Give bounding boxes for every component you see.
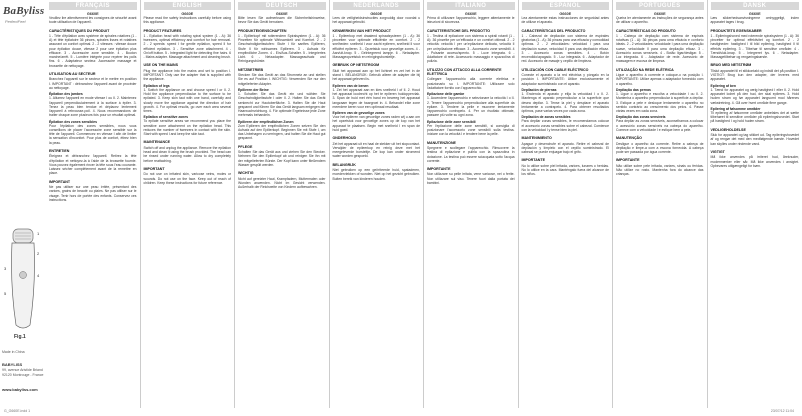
section-heading: CARACTÉRISTIQUES DU PRODUIT xyxy=(49,28,110,33)
section-text: No lo utilice sobre piel irritada, varices, lunares o heridas. No lo utilice en la cara. Manténgalo fuera del alcance de los niños. xyxy=(521,163,609,177)
section-heading: IMPORTANT xyxy=(49,179,71,184)
epilator-body xyxy=(12,243,35,328)
section-text: Plug the appliance into the mains and set to position I. IMPORTANT: Only use the adapter that is supplied with the appliance. xyxy=(143,68,231,82)
section-text: Zet het apparaat uit en haal de stekker uit het stopcontact. Verwijder de epileerkop en reinig deze met het meegeleverde borsteltje. De kop kan onder stromend water worden gespoeld. xyxy=(332,141,420,159)
column-dutch xyxy=(330,0,425,408)
callout-number: 4 xyxy=(37,273,40,278)
callout-number: 3 xyxy=(4,266,7,271)
section-text: 1 - Testina di epilazione con sistema a spirali rotanti (1 - A): 36 pinzette per un'efficacia e un comfort ottimali. 2 - 2 velocità: velocità I per un'epilazione delicata, velocità II per un'epilazione efficace. 3 - Accessorio zone sensibili. 4 - Pulsante acceso/spento. 5 - Luce integrata. 6 - Adattatore di rete. Accessorio massaggio e spazzolina di pulizia. xyxy=(427,33,515,64)
section-heading: VIGTIGT xyxy=(710,149,725,154)
epilator-illustration xyxy=(2,225,44,335)
intro-text: Veuillez lire attentivement les consignes de sécurité avant toute utilisation de l'appareil. xyxy=(49,16,137,25)
subsection-heading: Epilering af følsomme områder xyxy=(710,106,761,111)
subsection-heading: Epilazione delle zone sensibili xyxy=(427,119,476,124)
model-number: G660E xyxy=(86,12,99,16)
section-heading: USE ON THE MAINS xyxy=(143,63,179,68)
section-text: Switch off and unplug the appliance. Remove the epilation head and clean it using the brush provided. The head can be rinsed under running water. Allow to dry completely before reattaching. xyxy=(143,145,231,163)
model-number: G660E xyxy=(464,12,477,16)
section-text: To epilate sensitive areas we recommend you place the sensitive zone attachment on the epilation head. This reduces the number of tweezers in contact with the skin. Start with speed I and keep the skin taut. xyxy=(143,119,231,137)
section-heading: CARATTERISTICHE DEL PRODOTTO xyxy=(427,28,491,33)
section-heading: GEBRUIK OP NETSTROOM xyxy=(332,63,380,68)
language-header: DEUTSCH xyxy=(238,2,326,10)
section-text: 1. Zet het apparaat aan en kies snelheid I of II. 2. Houd het apparaat loodrecht op het te epileren huidoppervlak. 3. Span de huid met één hand en beweeg het apparaat langzaam tegen de haargroei in. 4. Behandel elke zone meerdere keren voor een optimaal resultaat. xyxy=(332,87,420,109)
subsection-heading: Epilation of legs xyxy=(143,83,170,88)
section-text: Collegare l'apparecchio alla corrente elettrica e posizionarlo su I. IMPORTANTE: Utilizzare solo l'adattatore fornito con l'apparecchio. xyxy=(427,77,515,90)
section-heading: MANUTENÇÃO xyxy=(616,136,642,141)
subsection-heading: Depilação das zonas sensíveis xyxy=(616,115,666,120)
section-text: 1 - Epilation head with rotating spiral system (1 - A): 36 tweezers, optimal efficiency and comfort for hair removal. 2 - 2 speeds: speed I for gentle epilation, speed II for efficient epilation. 3 - Sensitive zone attachment. 4 - On/off button. 5 - Integrated light for detecting fine hairs. 6 - Mains adapter. Massage attachment and cleaning brush. xyxy=(143,33,231,60)
section-text: 1 - Cabezal de depilación con sistema de espirales giratorias (1 - A): 36 pinzas para una eficacia y comodidad óptimas. 2 - 2 velocidades: velocidad I para una depilación suave, velocidad II para una depilación eficaz. 3 - Accesorio zonas sensibles. 4 - Botón encendido/apagado. 5 - Luz integrada. 6 - Adaptador de red. Accesorio de masaje y cepillo de limpieza. xyxy=(521,33,609,64)
section-text: 1 - Epileringshoved med roterende spiralsystem (1 - A): 36 pincetter for optimal effektivitet og komfort. 2 - 2 hastigheder: hastighed I til blid epilering, hastighed II til effektiv epilering. 3 - Tilbehør til sensitive områder. 4 - Tænd/sluk-knap. 5 - Integreret lys. 6 - Netadapter. Massagetilbehør og rengøringsbørste. xyxy=(710,33,799,60)
section-heading: NETZBETRIEB xyxy=(238,67,264,72)
model-number: G660E xyxy=(559,12,572,16)
section-text: Nicht auf gereizter Haut, Krampfadern, Muttermalen oder Wunden anwenden. Nicht im Gesicht verwenden. Außerhalb der Reichweite von Kindern aufbewahren. xyxy=(238,176,326,190)
intro-text: Læs sikkerhedsanvisningerne omhyggeligt, inden apparatet tages i brug. xyxy=(710,16,799,25)
section-text: 1. Ligue o aparelho e escolha a velocidade I ou II. 2. Mantenha o aparelho perpendicular à superfície a depilar. 3. Estique a pele e desloque lentamente o aparelho no sentido contrário ao crescimento dos pelos. 4. Passe várias vezes em cada zona. xyxy=(616,92,704,114)
section-heading: CARACTERÍSTICAS DO PRODUTO xyxy=(616,28,676,33)
section-heading: MANUTENZIONE xyxy=(427,140,456,145)
section-heading: MAINTENANCE xyxy=(143,140,171,145)
section-heading: CARACTERÍSTICAS DEL PRODUCTO xyxy=(521,28,586,33)
language-header: FRANÇAIS xyxy=(49,2,137,10)
product-line: PerfectFeel xyxy=(5,19,26,24)
section-text: Ne pas utiliser sur une peau irritée, présentant des varices, grains de beauté ou plaies. Ne pas utiliser sur le visage. Tenir hors de portée des enfants. Conservez ces instructions. xyxy=(49,185,137,202)
subsection-heading: Epileren van de gevoelige zones xyxy=(332,111,385,116)
figure-label: Fig.1 xyxy=(14,334,26,340)
column-french xyxy=(46,0,141,408)
callout-number: 5 xyxy=(4,291,7,296)
section-text: Må ikke anvendes på irriteret hud, åreknuder, modermærker eller sår. Må ikke anvendes i ansigtet. Opbevares utilgængeligt for børn. xyxy=(710,155,799,168)
section-text: Tilslut apparatet til et stikkontakt og indstil det på position I. VIGTIGT: Brug kun den adapter, der leveres med apparatet. xyxy=(710,68,799,82)
section-heading: VEDLIGEHOLDELSE xyxy=(710,127,746,132)
language-columns xyxy=(46,0,802,408)
section-text: Til epilering af følsomme områder anbefales det at sætte tilbehøret til sensitive områder på epileringshovedet. Start på hastighed I og hold huden stram. xyxy=(710,110,799,124)
section-text: 1 - Tête d'épilation avec système de spirales rotatives (1 - A) et tête épilatoire 36 pinces, spirales lisses et rotatives assurant un confort optimal. 2 - 2 vitesses : vitesse douce pour épilation douce, vitesse 2 pour une épilation plus efficace. 3 - Accessoire zone sensible. 4 - Bouton marche/arrêt. 5 - Lumière intégrée pour repérer les poils fins. 6 - Adaptateur secteur. Accessoire massage et brossette de nettoyage. xyxy=(49,33,137,68)
intro-text: Queira ler atentamente as instruções de segurança antes de utilizar o aparelho. xyxy=(616,16,704,25)
section-text: 1 - Cabeça de depilação com sistema de espirais rotativas (1 - A): 36 pinças para uma eficácia e conforto ideais. 2 - 2 velocidades: velocidade I para uma depilação suave, velocidade II para uma depilação eficaz. 3 - Acessório zonas sensíveis. 4 - Botão ligar/desligar. 5 - Luz integrada. 6 - Adaptador de rede. Acessório de massagem e escova de limpeza. xyxy=(616,33,704,64)
section-text: Apague y desenchufe el aparato. Retire el cabezal de depilación y límpielo con el cepillo suministrado. El cabezal se puede enjuagar bajo el grifo. xyxy=(521,141,609,155)
section-text: Desligue o aparelho da corrente. Retire a cabeça de depilação e limpe-a com a escova fornecida. A cabeça pode ser passada por água corrente. xyxy=(616,141,704,155)
section-text: 1. Accendere l'apparecchio e selezionare la velocità I o II. 2. Tenere l'apparecchio perpendicolare alla superficie da epilare. 3. Tendere la pelle e muovere lentamente l'apparecchio contropelo. 4. Per un risultato ottimale, passare più volte su ogni zona. xyxy=(427,96,515,118)
intro-text: Lees de veiligheidsinstructies zorgvuldig door voordat u het apparaat gebruikt. xyxy=(332,16,420,25)
subsection-heading: Epilieren der empfindlichen Zonen xyxy=(238,119,294,124)
column-italian xyxy=(424,0,519,408)
brand-logo: BaByliss xyxy=(3,5,45,17)
intro-text: Lea atentamente estas instrucciones de seguridad antes de utilizar el aparato. xyxy=(521,16,609,25)
section-text: Branchez l'appareil sur le secteur et le mettre en position I. IMPORTANT : débranchez l'appareil avant de procéder au nettoyage. xyxy=(49,77,137,90)
section-text: Non utilizzare su pelle irritata, vene varicose, nei o ferite. Non utilizzare sul viso. Tenere fuori dalla portata dei bambini. xyxy=(427,172,515,185)
section-text: Para depilar as zonas sensíveis, aconselhamos a colocar o acessório zonas sensíveis na cabeça do aparelho. Comece com a velocidade I e estique bem a pele. xyxy=(616,119,704,132)
column-german xyxy=(235,0,330,408)
section-text: Zum Epilieren der empfindlichen Zonen setzen Sie den Aufsatz auf den Epilierkopf. Beginnen Sie mit Stufe I, um das Unbehagen zu verringern, und halten Sie die Haut gut gespannt. xyxy=(238,123,326,141)
section-text: Éteignez et débranchez l'appareil. Retirez la tête d'épilation et nettoyez-la à l'aide de la brossette fournie. Vous pouvez également rincer la tête sous l'eau courante. Laissez sécher complètement avant de la remettre en place. xyxy=(49,154,137,176)
column-danish xyxy=(708,0,802,408)
language-header: NEDERLANDS xyxy=(333,2,421,10)
section-text: Voor het epileren van gevoelige zones raden wij u aan om het opzetstuk voor gevoelige zones op de kop van het apparaat te plaatsen. Begin met snelheid I en span de huid goed. xyxy=(332,115,420,132)
model-number: G660E xyxy=(275,12,288,16)
section-text: 1. Switch the appliance on and choose speed I or II. 2. Hold the appliance perpendicular to the surface to be epilated. 3. Keep skin taut with one hand, carefully and slowly move the appliance against the direction of hair growth. 4. For optimal results, go over each area several times. xyxy=(143,87,231,114)
language-header: ESPAÑOL xyxy=(522,2,610,10)
section-text: 1. Schalten Sie das Gerät ein und wählen Sie Geschwindigkeitsstufe I oder II. 2. Halten Sie das Gerät senkrecht zur Hautoberfläche. 3. Halten Sie die Haut gespannt und führen Sie das Gerät langsam entgegen der Haarwuchsrichtung. 4. Für optimale Ergebnisse jede Zone mehrmals behandeln. xyxy=(238,92,326,118)
company-address: 99, avenue Aristide Briand 92120 Montrouge - France xyxy=(2,368,44,377)
section-text: Niet gebruiken op een geïrriteerde huid, spataderen, moedervlekken of wonden. Niet op het gezicht gebruiken. Buiten bereik van kinderen houden. xyxy=(332,168,420,181)
section-text: Schalten Sie das Gerät aus und ziehen Sie den Stecker. Nehmen Sie den Epilierkopf ab und reinigen Sie ihn mit der mitgelieferten Bürste. Der Kopf kann unter fließendem Wasser gespült werden. xyxy=(238,150,326,167)
subsection-heading: Depilación de zonas sensibles xyxy=(521,115,571,120)
print-timestamp: 23/07/12 11:04 xyxy=(770,409,794,413)
column-spanish xyxy=(519,0,614,408)
section-text: Sluk for apparatet og tag stikket ud. Tag epileringshovedet af og rengør det med den medfølgende børste. Hovedet kan skylles under rindende vand. xyxy=(710,133,799,146)
section-heading: IMPORTANTE xyxy=(521,158,545,163)
section-text: Pour l'épilation des zones sensibles, nous vous conseillons de placer l'accessoire zone sensible sur la tête de l'appareil. Commencez en vitesse I afin de limiter la sensation d'inconfort. Pour plus de confort, étirez bien la peau. xyxy=(49,123,137,145)
subsection-heading: Épilation des zones sensibles xyxy=(49,119,98,124)
product-panel xyxy=(0,0,46,416)
section-heading: KENMERKEN VAN HET PRODUCT xyxy=(332,28,391,33)
intro-text: Prima di utilizzare l'apparecchio, leggere attentamente le istruzioni di sicurezza. xyxy=(427,16,515,25)
section-heading: ONDERHOUD xyxy=(332,136,357,141)
section-heading: UTILIZACIÓN CON CABLE ELÉCTRICO xyxy=(521,67,589,72)
subsection-heading: Depilación de piernas xyxy=(521,87,557,92)
section-heading: WICHTIG xyxy=(238,171,254,176)
website-link[interactable]: www.babyliss.com xyxy=(2,387,38,392)
model-number: G660E xyxy=(370,12,383,16)
print-file-label: G_G660E.indd 1 xyxy=(4,409,31,413)
section-heading: PRODUKTETS EGENSKABER xyxy=(710,28,762,33)
section-heading: IMPORTANTE xyxy=(427,167,451,172)
subsection-heading: Epileren van de benen xyxy=(332,83,369,88)
model-number: G660E xyxy=(653,12,666,16)
language-header: PORTUGUÊS xyxy=(616,2,704,10)
subsection-heading: Épilation des jambes xyxy=(49,92,83,97)
language-header: ITALIANO xyxy=(427,2,515,10)
section-text: Do not use on irritated skin, varicose veins, moles or wounds. Do not use on the face. Keep out of reach of children. Keep these instructions for future reference. xyxy=(143,172,231,185)
section-text: 1. Allumez l'appareil en mode vitesse I ou II. 2. Maintenez l'appareil perpendiculairement à la surface à épiler. 3. Tenez la peau bien tendue et déplacez lentement l'appareil à rebrousse-poil. 4. Nous recommandons de traiter chaque zone plusieurs fois pour un résultat optimal. xyxy=(49,96,137,118)
section-heading: MANTENIMIENTO xyxy=(521,136,552,141)
section-text: Não utilize sobre pele irritada, varizes, sinais ou feridas. Não utilize no rosto. Mantenha fora do alcance das crianças. xyxy=(616,163,704,177)
subsection-heading: Epilation of sensitive zones xyxy=(143,115,188,120)
made-in-text: Made in China xyxy=(2,350,25,354)
section-text: 1 - Epilierkopf mit rotierendem Spiralsystem (1 - A): 36 Pinzetten für optimale Wirksamkeit und Komfort. 2 - 2 Geschwindigkeitsstufen: Stufe I für sanftes Epilieren, Stufe II für wirksames Epilieren. 3 - Aufsatz für empfindliche Zonen. 4 - Ein/Aus-Schalter. 5 - Integriertes Licht. 6 - Netzadapter. Massageaufsatz und Reinigungsbürste. xyxy=(238,33,326,64)
language-header: DANSK xyxy=(711,2,800,10)
section-heading: PRODUKTEIGENSCHAFTEN xyxy=(238,28,287,33)
section-heading: BELANGRIJK xyxy=(332,162,356,167)
subsection-heading: Epilering af ben xyxy=(710,83,736,88)
section-text: Spegnere e scollegare l'apparecchio. Rimuovere la testina di epilazione e pulirla con la spazzolina in dotazione. La testina può essere sciacquata sotto l'acqua corrente. xyxy=(427,146,515,163)
section-text: 1. Tænd for apparatet og vælg hastighed I eller II. 2. Hold apparatet lodret på den hud, der skal epileres. 3. Hold huden stram og før apparatet langsomt mod hårenes vækstretning. 4. Gå over hvert område flere gange. xyxy=(710,87,799,105)
section-heading: BRUG MED NETSTRØM xyxy=(710,63,752,68)
subsection-heading: Epilieren der Beine xyxy=(238,87,269,92)
section-text: 1 - Epileerkop met draaiend spiraalsysteem (1 - A): 36 pincetten voor optimale efficiëntie en comfort. 2 - 2 snelheden: snelheid I voor zacht epileren, snelheid II voor efficiënt epileren. 3 - Opzetstuk voor gevoelige zones. 4 - Aan/uit-knop. 5 - Geïntegreerd lampje. 6 - Netadapter. Massageopzetstuk en reinigingsborsteltje. xyxy=(332,33,420,60)
section-heading: PRODUCT FEATURES xyxy=(143,28,182,33)
section-heading: UTILISATION AU SECTEUR xyxy=(49,71,96,76)
section-heading: UTILIZZO CON ATTACCO ALLA CORRENTE ELETTRICA xyxy=(427,67,502,77)
section-heading: UTILIZAÇÃO NA REDE ELÉTRICA xyxy=(616,67,674,72)
power-button xyxy=(20,272,27,279)
callout-number: 2 xyxy=(37,251,40,256)
intro-text: Please read the safety instructions carefully before using this appliance. xyxy=(143,16,231,25)
section-text: Sluit het apparaat aan op het lichtnet en zet het in de stand I. BELANGRIJK: Gebruik alleen de adapter die bij het apparaat geleverd is. xyxy=(332,68,420,82)
model-number: G660E xyxy=(748,12,761,16)
section-text: Conecte el aparato a la red eléctrica y póngalo en la posición I. IMPORTANTE: Utilice exclusivamente el adaptador suministrado con el aparato. xyxy=(521,73,609,86)
section-heading: ENTRETIEN xyxy=(49,148,70,153)
section-text: Stecken Sie das Gerät an das Stromnetz an und stellen Sie es auf Position I. WICHTIG: Verwenden Sie nur den mitgelieferten Adapter. xyxy=(238,73,326,86)
section-text: Ligue o aparelho à corrente e coloque-o na posição I. IMPORTANTE: Utilize apenas o adaptador fornecido com o aparelho. xyxy=(616,73,704,86)
section-heading: PFLEGE xyxy=(238,144,253,149)
subsection-heading: Depilação das pernas xyxy=(616,87,651,92)
model-number: G660E xyxy=(181,12,194,16)
company-name: BABYLISS xyxy=(2,362,23,367)
intro-text: Bitte lesen Sie aufmerksam die Sicherheitshinweise, bevor Sie das Gerät benutzen. xyxy=(238,16,326,25)
section-heading: IMPORTANT xyxy=(143,166,165,171)
column-english xyxy=(141,0,236,408)
section-text: Para depilar zonas sensibles, le recomendamos colocar el accesorio zonas sensibles sobre el cabezal. Comience con la velocidad I y tense bien la piel. xyxy=(521,119,609,132)
column-portuguese xyxy=(613,0,708,408)
section-text: 1. Encienda el aparato y elija la velocidad I o II. 2. Mantenga el aparato perpendicular a la superficie que desea depilar. 3. Tense la piel y desplace el aparato lentamente a contrapelo. 4. Para obtener resultados óptimos, pase varias veces por cada zona. xyxy=(521,92,609,114)
section-text: Per l'epilazione delle zone sensibili, si consiglia di posizionare l'accessorio zone sensibili sulla testina. Iniziare con la velocità I e tendere bene la pelle. xyxy=(427,123,515,137)
section-heading: IMPORTANTE xyxy=(616,158,640,163)
callout-number: 1 xyxy=(37,231,40,236)
language-header: ENGLISH xyxy=(144,2,232,10)
subsection-heading: Epilazione delle gambe xyxy=(427,92,465,97)
